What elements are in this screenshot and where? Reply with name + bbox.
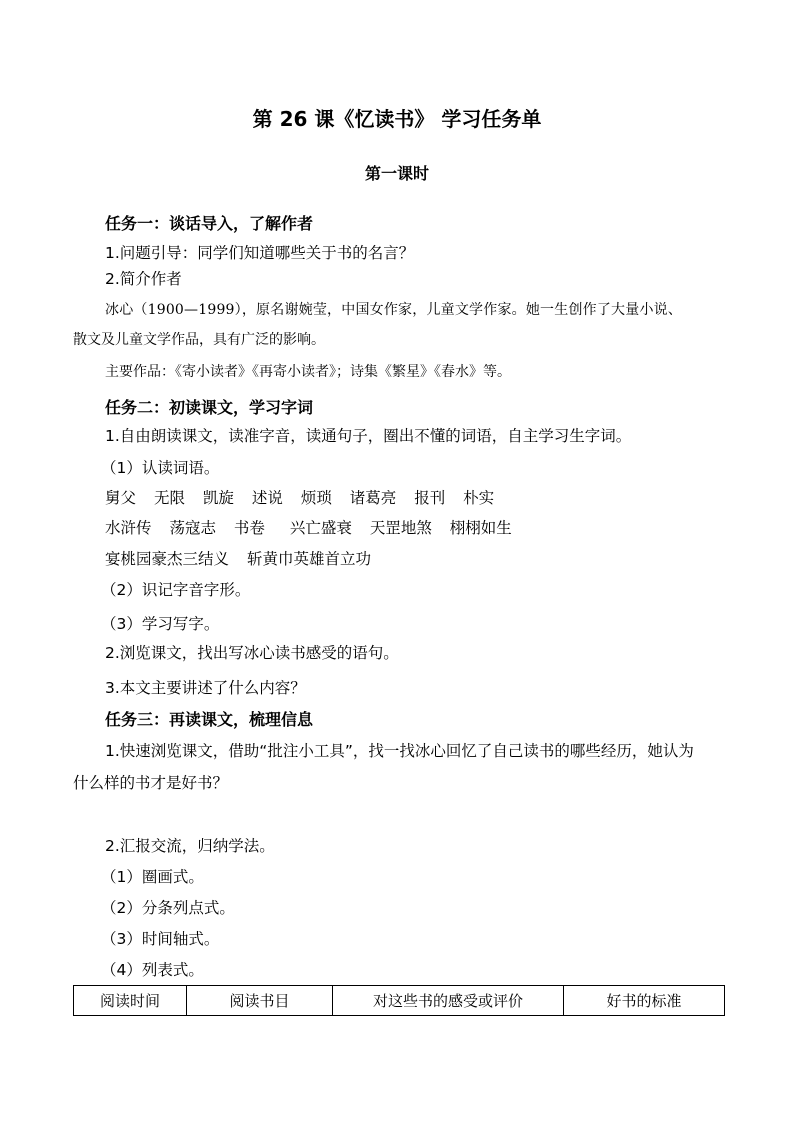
vocab-word: 书卷 — [233, 519, 265, 537]
vocab-word: 栩栩如生 — [449, 519, 512, 537]
vocab-word: 舅父 — [105, 489, 137, 507]
table-header-cell: 对这些书的感受或评价 — [333, 986, 564, 1016]
task2-sub-2: （2）识记字音字形。 — [101, 581, 251, 599]
task2-question-3: 3.本文主要讲述了什么内容？ — [105, 679, 306, 697]
vocab-word: 烦琐 — [300, 489, 332, 507]
vocab-word: 诸葛亮 — [349, 489, 397, 507]
task3-question-1-line-2: 什么样的书才是好书？ — [73, 774, 229, 792]
vocab-word: 水浒传 — [105, 519, 152, 537]
task1-question-1: 1.问题引导：同学们知道哪些关于书的名言？ — [105, 244, 415, 262]
table-header-row — [74, 986, 725, 1016]
task2-sub-1: （1）认读词语。 — [101, 459, 220, 477]
vocab-word: 凯旋 — [202, 489, 234, 507]
table-header-cell: 阅读书目 — [187, 986, 333, 1016]
task3-question-2: 2.汇报交流，归纳学法。 — [105, 837, 275, 855]
page-subtitle: 第一课时 — [364, 164, 429, 183]
vocab-word: 宴桃园豪杰三结义 — [105, 550, 230, 568]
vocab-word: 报刊 — [414, 489, 446, 507]
vocab-word: 无限 — [153, 489, 185, 507]
vocab-row-3 — [105, 549, 384, 569]
vocab-word: 荡寇志 — [169, 519, 216, 537]
page-title: 第 26 课《忆读书》 学习任务单 — [252, 107, 542, 131]
vocab-word: 述说 — [251, 489, 283, 507]
vocab-row-2 — [105, 518, 525, 538]
vocab-word: 朴实 — [463, 489, 495, 507]
task2-question-2: 2.浏览课文，找出写冰心读书感受的语句。 — [105, 644, 399, 662]
task2-sub-3: （3）学习写字。 — [101, 615, 220, 633]
method-item: （4）列表式。 — [101, 961, 204, 979]
task2-question-1: 1.自由朗读课文，读准字音，读通句子，圈出不懂的词语，自主学习生字词。 — [105, 427, 632, 445]
author-bio-line-2: 散文及儿童文学作品，具有广泛的影响。 — [73, 332, 325, 348]
task1-question-2: 2.简介作者 — [105, 270, 182, 288]
vocab-word: 斩黄巾英雄首立功 — [246, 550, 371, 568]
table-header-cell: 好书的标准 — [564, 986, 725, 1016]
method-item: （3）时间轴式。 — [101, 930, 220, 948]
vocab-word: 天罡地煞 — [369, 519, 432, 537]
task2-heading: 任务二：初读课文，学习字词 — [105, 398, 314, 417]
vocab-row-1 — [105, 488, 507, 508]
task3-question-1-line-1: 1.快速浏览课文，借助“批注小工具”，找一找冰心回忆了自己读书的哪些经历，她认为 — [105, 742, 694, 760]
method-item: （2）分条列点式。 — [101, 899, 235, 917]
table-header-cell: 阅读时间 — [74, 986, 187, 1016]
task1-heading: 任务一：谈话导入，了解作者 — [105, 214, 314, 233]
task3-heading: 任务三：再读课文，梳理信息 — [105, 710, 314, 729]
method-item: （1）圈画式。 — [101, 868, 204, 886]
author-works: 主要作品：《寄小读者》《再寄小读者》；诗集《繁星》《春水》等。 — [105, 364, 511, 380]
author-bio-line-1: 冰心（1900—1999），原名谢婉莹，中国女作家，儿童文学作家。她一生创作了大量小说、 — [105, 302, 683, 318]
reading-table — [73, 985, 725, 1016]
vocab-word: 兴亡盛衰 — [289, 519, 352, 537]
